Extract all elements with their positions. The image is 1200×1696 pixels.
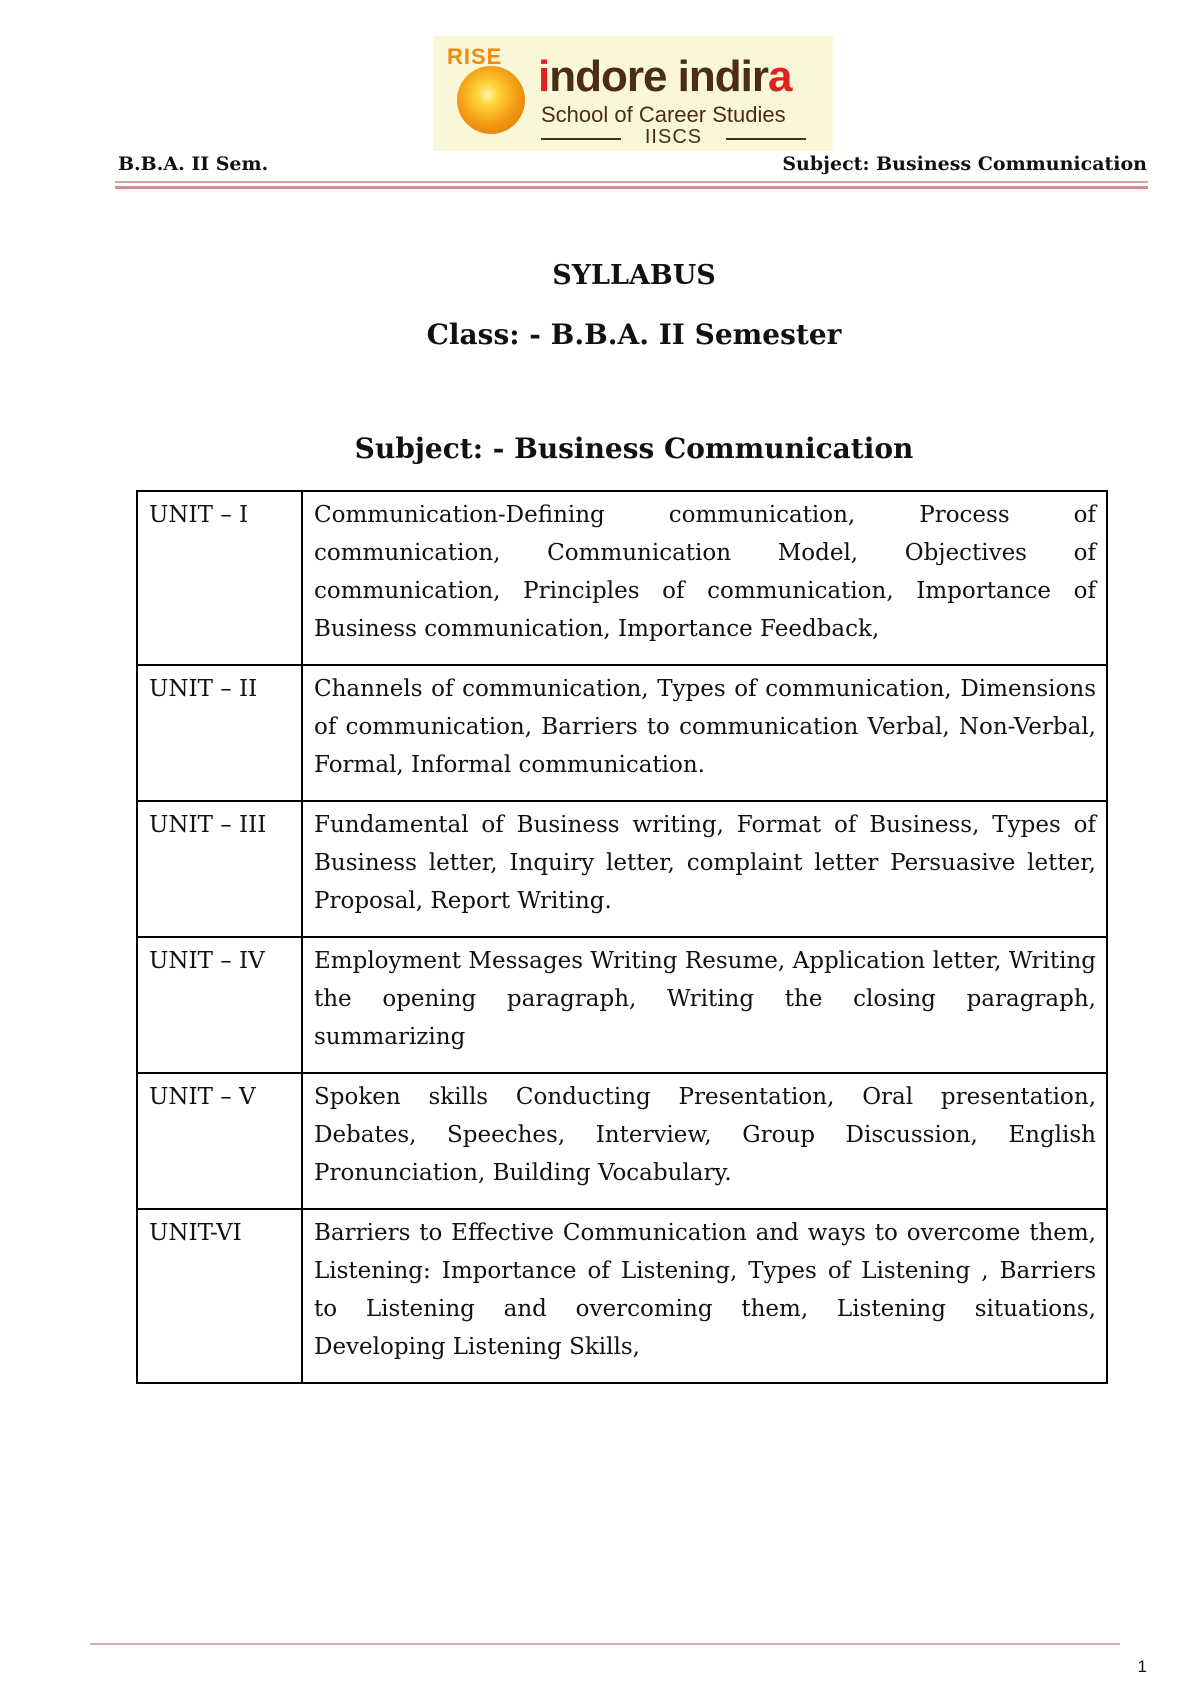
table-row (137, 665, 1107, 801)
unit-content: Communication-Defining communication, Process of communication, Communication Model, Objectives of communication, Principles of communication, Importance of Business communication, Importance Feedback, (302, 491, 1107, 665)
logo-abbreviation: IISCS (541, 126, 806, 149)
table-row (137, 801, 1107, 937)
table-row (137, 1073, 1107, 1209)
unit-content: Employment Messages Writing Resume, Application letter, Writing the opening paragraph, Writing the closing paragraph, summarizing (302, 937, 1107, 1073)
subject-title: Subject: - Business Communication (354, 432, 914, 465)
unit-content: Channels of communication, Types of communication, Dimensions of communication, Barriers to communication Verbal, Non-Verbal, Formal, Informal communication. (302, 665, 1107, 801)
logo-brand-first-letter: i (538, 52, 550, 101)
unit-content: Fundamental of Business writing, Format of Business, Types of Business letter, Inquiry letter, complaint letter Persuasive letter, Proposal, Report Writing. (302, 801, 1107, 937)
institute-logo (433, 36, 833, 151)
header-subject: Subject: Business Communication (782, 153, 1147, 175)
header-divider (115, 181, 1148, 183)
table-row (137, 1209, 1107, 1383)
footer-divider (90, 1643, 1120, 1645)
logo-brand-last-letter: a (768, 52, 792, 101)
sun-emblem-icon (457, 66, 525, 134)
unit-label: UNIT – I (137, 491, 302, 665)
unit-label: UNIT-VI (137, 1209, 302, 1383)
logo-brand-middle: ndore indir (549, 52, 769, 101)
logo-rise-tag: RISE (447, 44, 503, 69)
unit-content: Spoken skills Conducting Presentation, Oral presentation, Debates, Speeches, Interview, Group Discussion, English Pronunciation, Building Vocabulary. (302, 1073, 1107, 1209)
table-row (137, 937, 1107, 1073)
table-row (137, 491, 1107, 665)
page-number: 1 (1137, 1657, 1147, 1676)
page-title: SYLLABUS (552, 260, 716, 291)
logo-subtitle: School of Career Studies (541, 102, 786, 127)
header-semester: B.B.A. II Sem. (118, 153, 269, 175)
unit-content: Barriers to Effective Communication and ways to overcome them, Listening: Importance of Listening, Types of Listening , Barriers to Listening and overcoming them, Listening situations, Developing Listening Skills, (302, 1209, 1107, 1383)
unit-label: UNIT – V (137, 1073, 302, 1209)
syllabus-table (136, 490, 1108, 1384)
unit-label: UNIT – II (137, 665, 302, 801)
logo-brand-name (538, 52, 792, 102)
header-divider-thick (115, 186, 1148, 189)
unit-label: UNIT – III (137, 801, 302, 937)
class-title: Class: - B.B.A. II Semester (426, 318, 842, 351)
unit-label: UNIT – IV (137, 937, 302, 1073)
